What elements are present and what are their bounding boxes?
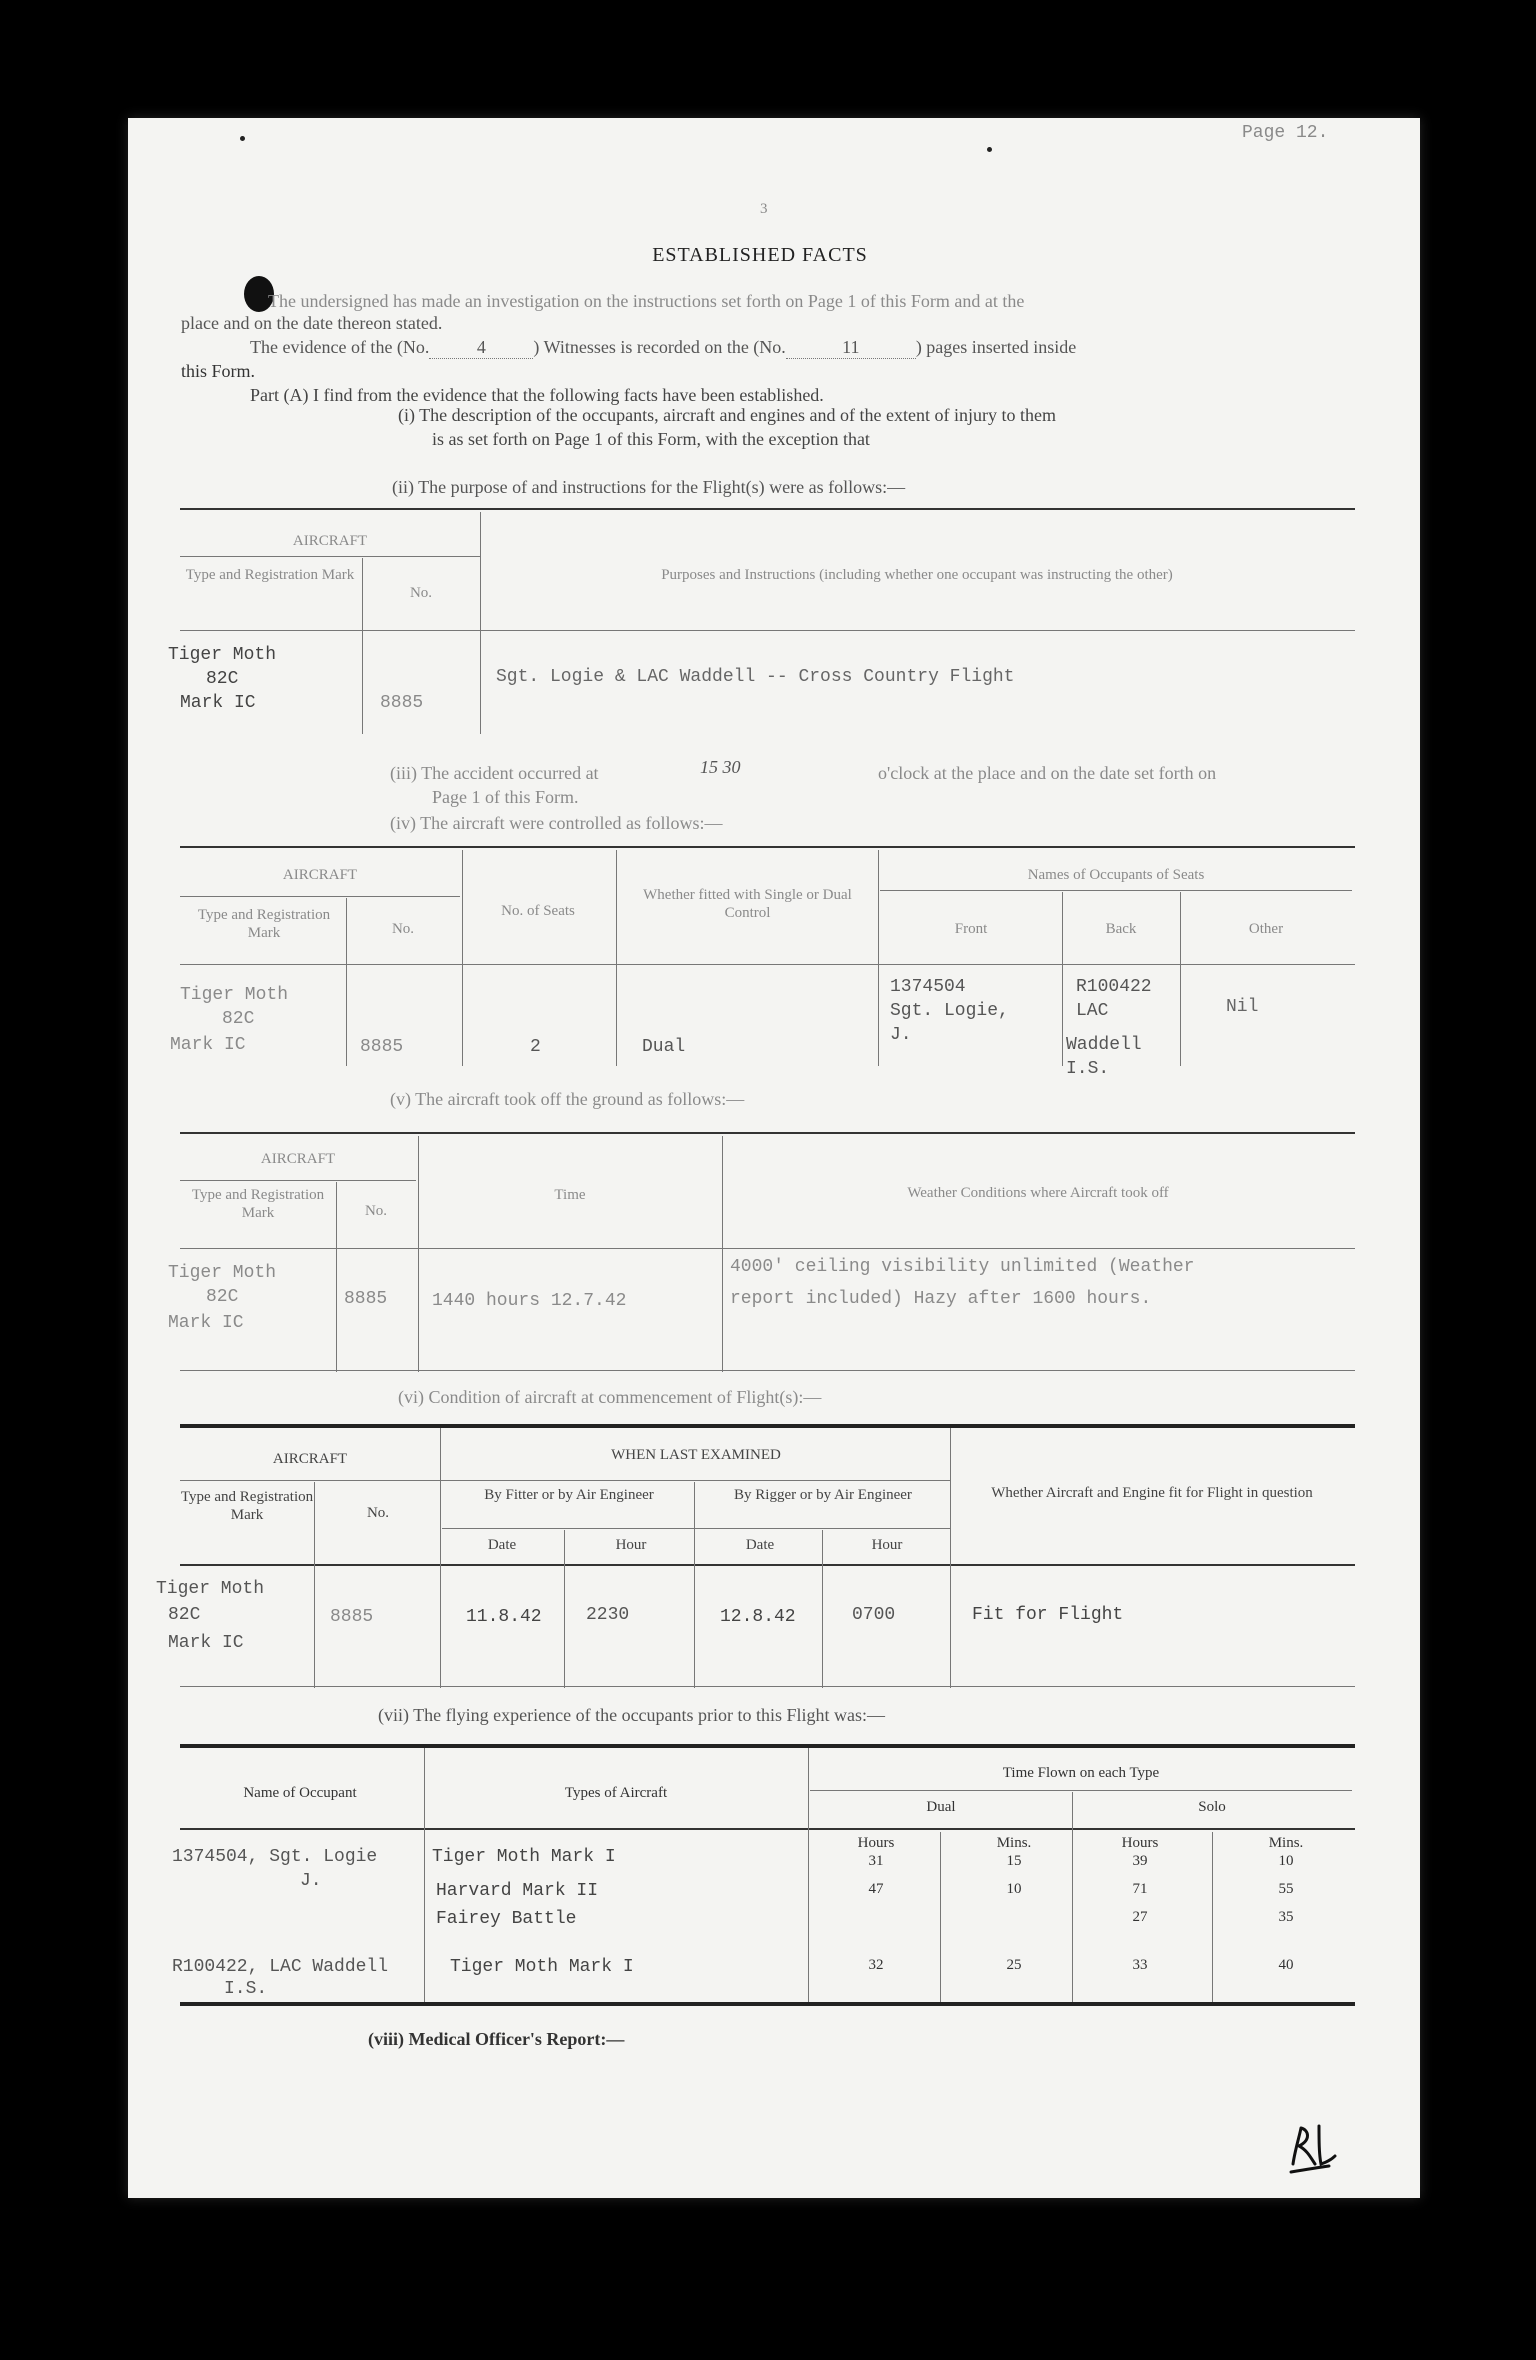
iv-back-1: R100422 bbox=[1076, 977, 1152, 997]
iv-front-1: 1374504 bbox=[890, 977, 966, 997]
occupant-1-initial: J. bbox=[300, 1871, 322, 1891]
divider bbox=[180, 1424, 1355, 1428]
vii-time-flown-header: Time Flown on each Type bbox=[1002, 1765, 1160, 1781]
iv-front-header: Front bbox=[954, 921, 988, 937]
ii-type-2: 82C bbox=[206, 669, 239, 689]
divider bbox=[822, 1530, 823, 1688]
divider bbox=[180, 1744, 1355, 1748]
initials-signature bbox=[1285, 2120, 1355, 2180]
vi-rigger-header: By Rigger or by Air Engineer bbox=[734, 1487, 912, 1503]
divider bbox=[440, 1428, 441, 1688]
divider bbox=[180, 508, 1355, 510]
divider bbox=[1062, 892, 1063, 1066]
v-aircraft-header: AIRCRAFT bbox=[260, 1151, 336, 1167]
vii-types-header: Types of Aircraft bbox=[564, 1785, 668, 1801]
ii-no-header: No. bbox=[409, 585, 433, 601]
divider bbox=[424, 1748, 425, 2002]
vii-name-header: Name of Occupant bbox=[243, 1785, 357, 1801]
iv-names-header: Names of Occupants of Seats bbox=[1027, 867, 1205, 883]
vi-fitter-hour: 2230 bbox=[586, 1605, 630, 1625]
iv-control: Dual bbox=[642, 1037, 686, 1057]
vii-row-4-dual-mins: 25 bbox=[1006, 1957, 1022, 1973]
page-number: Page 12. bbox=[1242, 123, 1329, 143]
v-time: 1440 hours 12.7.42 bbox=[432, 1291, 627, 1311]
v-weather-header: Weather Conditions where Aircraft took off bbox=[907, 1185, 1169, 1201]
vii-solo-hours-header: Hours bbox=[1121, 1835, 1159, 1851]
section-vii-heading: (vii) The flying experience of the occupants prior to this Flight was:— bbox=[378, 1705, 886, 1725]
divider bbox=[180, 630, 1355, 631]
occupant-2-initial: I.S. bbox=[224, 1979, 268, 1999]
iv-back-4: I.S. bbox=[1066, 1059, 1110, 1079]
vii-row-4-solo-hours: 33 bbox=[1132, 1957, 1148, 1973]
iv-seats-header: No. of Seats bbox=[501, 903, 575, 919]
intro-line-1: The undersigned has made an investigation on the instructions set forth on Page 1 of this Form and at the bbox=[268, 291, 1025, 311]
form-title: ESTABLISHED FACTS bbox=[652, 244, 868, 266]
evidence-text-a: The evidence of the (No. bbox=[250, 337, 430, 357]
divider bbox=[180, 1132, 1355, 1134]
ii-no: 8885 bbox=[380, 693, 424, 713]
vii-row-4-type: Tiger Moth Mark I bbox=[450, 1957, 634, 1977]
iv-type-1: Tiger Moth bbox=[180, 985, 289, 1005]
v-type-header: Type and Registration Mark bbox=[191, 1187, 325, 1221]
ii-type-3: Mark IC bbox=[180, 693, 256, 713]
vii-row-2-solo-mins: 55 bbox=[1278, 1881, 1294, 1897]
vi-rigger-date-header: Date bbox=[745, 1537, 775, 1553]
divider bbox=[180, 1180, 416, 1181]
divider bbox=[336, 1182, 337, 1372]
vi-rigger-date: 12.8.42 bbox=[720, 1607, 796, 1627]
vi-type-1: Tiger Moth bbox=[156, 1579, 265, 1599]
speck-mark bbox=[987, 147, 992, 152]
divider bbox=[694, 1482, 695, 1688]
v-type-2: 82C bbox=[206, 1287, 239, 1307]
divider bbox=[180, 2002, 1355, 2006]
ii-purpose-header: Purposes and Instructions (including whether one occupant was instructing the other) bbox=[661, 567, 1173, 583]
iii-text-c: Page 1 of this Form. bbox=[432, 787, 579, 807]
divider bbox=[950, 1428, 951, 1688]
section-ii-heading: (ii) The purpose of and instructions for the Flight(s) were as follows:— bbox=[392, 477, 906, 497]
part-a-line: Part (A) I find from the evidence that the following facts have been established. bbox=[250, 385, 824, 405]
vii-row-2-solo-hours: 71 bbox=[1132, 1881, 1148, 1897]
section-viii-heading: (viii) Medical Officer's Report:— bbox=[368, 2029, 625, 2049]
item-i-line-1: (i) The description of the occupants, aircraft and engines and of the extent of injury to them bbox=[398, 405, 1056, 425]
iv-no-header: No. bbox=[391, 921, 415, 937]
divider bbox=[180, 1248, 1355, 1249]
ii-aircraft-header: AIRCRAFT bbox=[292, 533, 368, 549]
vi-when-header: WHEN LAST EXAMINED bbox=[611, 1447, 781, 1463]
evidence-text-c: ) pages inserted inside bbox=[915, 337, 1077, 357]
vi-type-2: 82C bbox=[168, 1605, 201, 1625]
iii-text-b: o'clock at the place and on the date set forth on bbox=[878, 763, 1217, 783]
iv-no: 8885 bbox=[360, 1037, 404, 1057]
iv-front-2: Sgt. Logie, bbox=[890, 1001, 1009, 1021]
ii-type-1: Tiger Moth bbox=[168, 645, 277, 665]
divider bbox=[180, 1686, 1355, 1687]
vii-row-4-solo-mins: 40 bbox=[1278, 1957, 1294, 1973]
divider bbox=[180, 896, 460, 897]
evidence-text-b: ) Witnesses is recorded on the (No. bbox=[533, 337, 786, 357]
divider bbox=[180, 556, 480, 557]
vii-solo-header: Solo bbox=[1198, 1799, 1226, 1815]
iv-back-header: Back bbox=[1105, 921, 1137, 937]
vii-row-2-dual-hours: 47 bbox=[868, 1881, 884, 1897]
divider bbox=[418, 1136, 419, 1372]
divider bbox=[346, 898, 347, 1066]
divider bbox=[480, 512, 481, 734]
iv-type-2: 82C bbox=[222, 1009, 255, 1029]
v-weather-2: report included) Hazy after 1600 hours. bbox=[730, 1289, 1152, 1309]
divider bbox=[180, 1370, 1355, 1371]
section-vi-heading: (vi) Condition of aircraft at commencement of Flight(s):— bbox=[398, 1387, 822, 1407]
divider bbox=[1072, 1792, 1073, 2002]
divider bbox=[722, 1136, 723, 1372]
divider bbox=[180, 1828, 1355, 1830]
vii-row-1-dual-mins: 15 bbox=[1006, 1853, 1022, 1869]
v-no-header: No. bbox=[364, 1203, 388, 1219]
vii-row-3-solo-mins: 35 bbox=[1278, 1909, 1294, 1925]
vii-solo-mins-header: Mins. bbox=[1268, 1835, 1304, 1851]
iv-control-header: Whether fitted with Single or Dual Control bbox=[643, 887, 852, 921]
vii-row-3-type: Fairey Battle bbox=[436, 1909, 577, 1929]
divider bbox=[1180, 892, 1181, 1066]
vii-row-1-solo-mins: 10 bbox=[1278, 1853, 1294, 1869]
speck-mark bbox=[240, 136, 245, 141]
vi-no: 8885 bbox=[330, 1607, 374, 1627]
divider bbox=[314, 1482, 315, 1688]
vi-type-header: Type and Registration Mark bbox=[180, 1489, 314, 1523]
vii-dual-mins-header: Mins. bbox=[996, 1835, 1032, 1851]
v-no: 8885 bbox=[344, 1289, 388, 1309]
vii-dual-hours-header: Hours bbox=[857, 1835, 895, 1851]
v-type-1: Tiger Moth bbox=[168, 1263, 277, 1283]
occupant-1-name: 1374504, Sgt. Logie bbox=[172, 1847, 378, 1867]
v-time-header: Time bbox=[554, 1187, 586, 1203]
v-type-3: Mark IC bbox=[168, 1313, 244, 1333]
vii-row-1-solo-hours: 39 bbox=[1132, 1853, 1148, 1869]
witness-count: 4 bbox=[429, 336, 533, 359]
ii-purpose: Sgt. Logie & LAC Waddell -- Cross Country Flight bbox=[496, 667, 1015, 687]
occupant-2-name: R100422, LAC Waddell bbox=[172, 1957, 389, 1977]
vi-aircraft-header: AIRCRAFT bbox=[272, 1451, 348, 1467]
vi-type-3: Mark IC bbox=[168, 1633, 244, 1653]
iv-other: Nil bbox=[1226, 997, 1259, 1017]
vi-no-header: No. bbox=[366, 1505, 390, 1521]
divider bbox=[880, 890, 1352, 891]
divider bbox=[940, 1832, 941, 2002]
divider bbox=[180, 846, 1355, 848]
vi-fitter-date: 11.8.42 bbox=[466, 1607, 542, 1627]
item-i-line-2: is as set forth on Page 1 of this Form, with the exception that bbox=[432, 429, 870, 449]
vii-row-2-dual-mins: 10 bbox=[1006, 1881, 1022, 1897]
iv-type-3: Mark IC bbox=[170, 1035, 246, 1055]
divider bbox=[462, 850, 463, 1066]
evidence-line-2: this Form. bbox=[181, 361, 256, 381]
divider bbox=[1212, 1832, 1213, 2002]
vii-dual-header: Dual bbox=[926, 1799, 956, 1815]
intro-line-2: place and on the date thereon stated. bbox=[181, 313, 443, 333]
divider bbox=[616, 850, 617, 1066]
iii-text-a: (iii) The accident occurred at bbox=[390, 763, 599, 783]
divider bbox=[442, 1528, 950, 1529]
divider bbox=[878, 850, 879, 1066]
iv-type-header: Type and Registration Mark bbox=[197, 907, 331, 941]
divider bbox=[808, 1748, 809, 2002]
vii-row-1-type: Tiger Moth Mark I bbox=[432, 1847, 616, 1867]
evidence-line bbox=[250, 336, 1076, 359]
ii-type-header: Type and Registration Mark bbox=[185, 567, 355, 583]
vi-fitter-hour-header: Hour bbox=[615, 1537, 647, 1553]
v-weather-1: 4000' ceiling visibility unlimited (Weather bbox=[730, 1257, 1195, 1277]
section-iv-heading: (iv) The aircraft were controlled as follows:— bbox=[390, 813, 723, 833]
iv-other-header: Other bbox=[1248, 921, 1284, 937]
vi-fitter-date-header: Date bbox=[487, 1537, 517, 1553]
vi-rigger-hour: 0700 bbox=[852, 1605, 896, 1625]
vii-row-2-type: Harvard Mark II bbox=[436, 1881, 599, 1901]
iv-back-3: Waddell bbox=[1066, 1035, 1142, 1055]
vi-fit: Fit for Flight bbox=[972, 1605, 1124, 1625]
vii-row-1-dual-hours: 31 bbox=[868, 1853, 884, 1869]
page-count: 11 bbox=[786, 336, 916, 359]
iv-aircraft-header: AIRCRAFT bbox=[282, 867, 358, 883]
vi-rigger-hour-header: Hour bbox=[871, 1537, 903, 1553]
iv-seats: 2 bbox=[530, 1037, 541, 1057]
divider bbox=[180, 964, 1355, 965]
vii-row-4-dual-hours: 32 bbox=[868, 1957, 884, 1973]
accident-time: 15 30 bbox=[700, 757, 741, 777]
vi-fitter-header: By Fitter or by Air Engineer bbox=[484, 1487, 654, 1503]
sheet-number: 3 bbox=[760, 201, 768, 217]
divider bbox=[362, 558, 363, 734]
divider bbox=[180, 1564, 1355, 1566]
divider bbox=[564, 1530, 565, 1688]
vi-fit-header: Whether Aircraft and Engine fit for Flight in question bbox=[991, 1485, 1313, 1501]
divider bbox=[810, 1790, 1352, 1791]
vii-row-3-solo-hours: 27 bbox=[1132, 1909, 1148, 1925]
section-v-heading: (v) The aircraft took off the ground as follows:— bbox=[390, 1089, 745, 1109]
divider bbox=[180, 1480, 950, 1481]
iv-front-3: J. bbox=[890, 1025, 912, 1045]
iv-back-2: LAC bbox=[1076, 1001, 1109, 1021]
